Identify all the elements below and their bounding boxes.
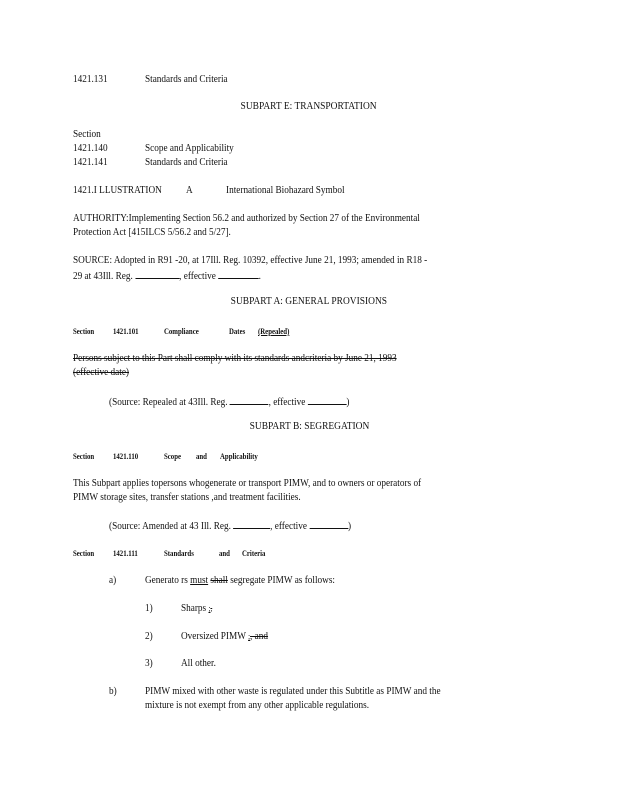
section-title-word: and bbox=[219, 548, 230, 558]
blank-underline bbox=[233, 519, 270, 529]
section-number: 1421.131 bbox=[73, 74, 108, 85]
repealed-source-mid: , effective bbox=[268, 397, 306, 408]
repealed-source-end: ) bbox=[346, 397, 350, 408]
toc-num: 1421.140 bbox=[73, 143, 108, 154]
list-item-label: 1) bbox=[145, 603, 153, 614]
blank-underline bbox=[230, 395, 269, 405]
amended-source-mid: , effective bbox=[270, 521, 307, 532]
list-item-text bbox=[181, 603, 212, 614]
toc-title: Scope and Applicability bbox=[145, 143, 234, 154]
section-title-word: Standards bbox=[164, 548, 194, 558]
deleted-text: shall bbox=[210, 575, 228, 586]
source-line-2-end: . bbox=[258, 271, 261, 282]
blank-underline bbox=[308, 395, 347, 405]
subpart-b-text: SUBPART B: SEGREGATION bbox=[249, 421, 369, 432]
toc-title: Standards and Criteria bbox=[145, 157, 228, 168]
authority-line-1: AUTHORITY:Implementing Section 56.2 and authorized by Section 27 of the Environmental bbox=[73, 213, 420, 224]
list-item-text bbox=[181, 631, 268, 642]
section-title: Standards and Criteria bbox=[145, 74, 228, 85]
subpart-a-text: SUBPART A: GENERAL PROVISIONS bbox=[230, 296, 388, 307]
list-item-label: 2) bbox=[145, 631, 153, 642]
source-line-1: SOURCE: Adopted in R91 -20, at 17Ill. Reg. 10392, effective June 21, 1993; amended in R18 - bbox=[73, 255, 428, 266]
list-item-text: All other. bbox=[181, 658, 216, 669]
inserted-text: must bbox=[190, 575, 209, 586]
toc-section-label: Section bbox=[73, 129, 101, 140]
subpart-b-heading bbox=[0, 421, 618, 432]
section-title-word: Dates bbox=[229, 326, 246, 336]
list-item-body: Oversized PIMW bbox=[181, 631, 249, 642]
struck-text-line-2: (effective date) bbox=[73, 367, 130, 378]
amended-source-end: ) bbox=[347, 521, 352, 532]
section-label: Section bbox=[73, 326, 95, 336]
item-a-pre: Generato rs bbox=[145, 575, 191, 586]
section-label: Section bbox=[73, 451, 95, 461]
item-a-text bbox=[145, 575, 335, 586]
section-number: 1421.110 bbox=[113, 451, 139, 461]
amended-source-start: (Source: Amended at 43 Ill. Reg. bbox=[109, 521, 231, 532]
paragraph-line-2: PIMW storage sites, transfer stations ,and treatment facilities. bbox=[73, 492, 301, 503]
subpart-e-text: SUBPART E: TRANSPORTATION bbox=[240, 101, 378, 112]
item-a-post: segregate PIMW as follows: bbox=[227, 575, 335, 586]
repealed-label: (Repealed) bbox=[258, 326, 290, 336]
item-b-label: b) bbox=[109, 686, 117, 697]
blank-underline bbox=[309, 519, 348, 529]
section-title-word: Criteria bbox=[242, 548, 266, 558]
subpart-e-heading bbox=[0, 101, 618, 112]
amended-source-note bbox=[109, 519, 351, 532]
authority-line-2: Protection Act [415ILCS 5/56.2 and 5/27]. bbox=[73, 227, 231, 238]
repealed-source-note bbox=[109, 395, 349, 408]
illustration-letter: A bbox=[186, 185, 193, 196]
struck-text-line-1: Persons subject to this Part shall comply with its standards andcriteria by June 21, 1993 bbox=[73, 353, 397, 364]
list-item-label: 3) bbox=[145, 658, 153, 669]
source-line-2-mid: , effective bbox=[179, 271, 216, 282]
source-line-2-start: 29 at 43Ill. Reg. bbox=[73, 271, 133, 282]
paragraph-line-1: This Subpart applies topersons whogenerate or transport PIMW, and to owners or operators of bbox=[73, 478, 422, 489]
inserted-text: ; bbox=[248, 632, 251, 641]
repealed-source-start: (Source: Repealed at 43Ill. Reg. bbox=[109, 397, 228, 408]
section-title-word: Compliance bbox=[164, 326, 199, 336]
list-item-body: Sharps bbox=[181, 603, 209, 614]
inserted-text: ; bbox=[208, 604, 211, 613]
section-title-word: Scope bbox=[164, 451, 181, 461]
deleted-text: , and bbox=[250, 631, 269, 642]
source-line-2 bbox=[73, 269, 261, 282]
toc-num: 1421.141 bbox=[73, 157, 108, 168]
blank-underline bbox=[218, 269, 258, 279]
section-title-word: and bbox=[196, 451, 207, 461]
section-title-word: Applicability bbox=[220, 451, 258, 461]
section-label: Section bbox=[73, 548, 95, 558]
section-number: 1421.101 bbox=[113, 326, 139, 336]
deleted-text: , bbox=[210, 604, 213, 613]
item-b-line-2: mixture is not exempt from any other applicable regulations. bbox=[145, 700, 370, 711]
illustration-number: 1421.I LLUSTRATION bbox=[73, 185, 162, 196]
section-number: 1421.111 bbox=[113, 548, 138, 558]
blank-underline bbox=[135, 269, 179, 279]
item-b-line-1: PIMW mixed with other waste is regulated under this Subtitle as PIMW and the bbox=[145, 686, 441, 697]
subpart-a-heading bbox=[0, 296, 618, 307]
illustration-title: International Biohazard Symbol bbox=[226, 185, 345, 196]
item-a-label: a) bbox=[109, 575, 117, 586]
